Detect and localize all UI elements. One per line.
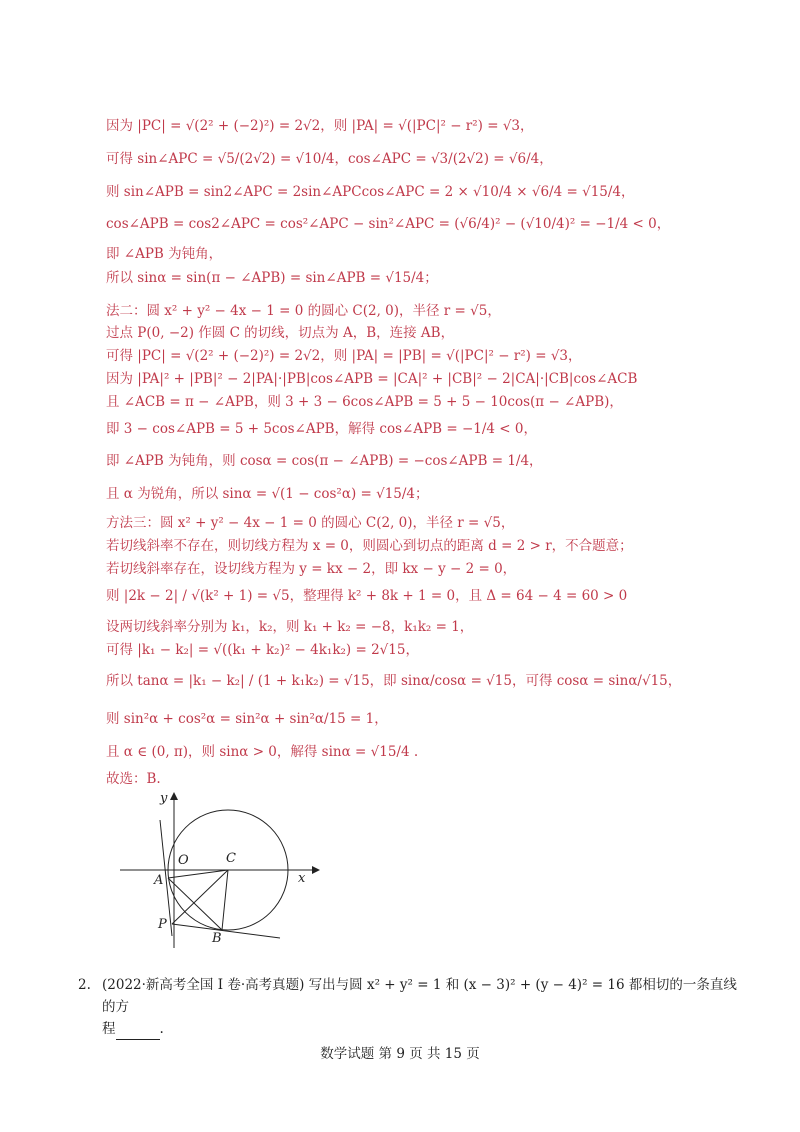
question-number: 2. (78, 977, 91, 993)
label-p: P (158, 917, 167, 932)
geometry-figure (112, 790, 322, 954)
segment-pc (172, 870, 228, 924)
segment-ac (168, 870, 228, 878)
solution-line: 过点 P(0, −2) 作圆 C 的切线，切点为 A，B，连接 AB， (106, 325, 455, 341)
solution-line: 法二：圆 x² + y² − 4x − 1 = 0 的圆心 C(2, 0)，半径 r = √5， (106, 303, 501, 319)
solution-line: 则 sin∠APB = sin2∠APC = 2sin∠APCcos∠APC = 2 × √10/4 × √6/4 = √15/4， (106, 184, 635, 200)
question-text-cont (102, 1018, 738, 1040)
solution-line: 即 3 − cos∠APB = 5 + 5cos∠APB，解得 cos∠APB = −1/4 < 0， (106, 421, 537, 437)
solution-line: 可得 |PC| = √(2² + (−2)²) = 2√2，则 |PA| = |PB| = √(|PC|² − r²) = √3， (106, 348, 582, 364)
label-y: y (160, 791, 168, 806)
solution-line: 因为 |PA|² + |PB|² − 2|PA|·|PB|cos∠APB = |CA|² + |CB|² − 2|CA|·|CB|cos∠ACB (106, 371, 638, 387)
solution-line: 且 α 为锐角，所以 sinα = √(1 − cos²α) = √15/4； (106, 486, 429, 502)
solution-line: 则 |2k − 2| / √(k² + 1) = √5，整理得 k² + 8k + 1 = 0，且 Δ = 64 − 4 = 60 > 0 (106, 588, 628, 604)
label-o: O (178, 853, 189, 868)
solution-line: 则 sin²α + cos²α = sin²α + sin²α/15 = 1， (106, 711, 388, 727)
tangent-line-pb (172, 924, 280, 938)
segment-cb (222, 870, 228, 930)
question-text: (2022·新高考全国 I 卷·高考真题) 写出与圆 x² + y² = 1 和 (x − 3)² + (y − 4)² = 16 都相切的一条直线的方 (102, 977, 737, 1015)
solution-line: 设两切线斜率分别为 k₁，k₂，则 k₁ + k₂ = −8，k₁k₂ = 1， (106, 619, 474, 635)
solution-line: 方法三：圆 x² + y² − 4x − 1 = 0 的圆心 C(2, 0)，半径 r = √5， (106, 515, 515, 531)
x-axis-arrow (312, 866, 320, 874)
solution-line: 因为 |PC| = √(2² + (−2)²) = 2√2，则 |PA| = √(|PC|² − r²) = √3， (106, 118, 534, 134)
solution-line: cos∠APB = cos2∠APC = cos²∠APC − sin²∠APC = (√6/4)² − (√10/4)² = −1/4 < 0， (106, 216, 671, 232)
solution-line: 即 ∠APB 为钝角， (106, 246, 223, 262)
solution-line: 若切线斜率存在，设切线方程为 y = kx − 2，即 kx − y − 2 = 0， (106, 561, 517, 577)
label-b: B (212, 931, 222, 946)
solution-line: 可得 |k₁ − k₂| = √((k₁ + k₂)² − 4k₁k₂) = 2√15， (106, 642, 419, 658)
question-2 (78, 974, 738, 1040)
solution-line: 所以 sinα = sin(π − ∠APB) = sin∠APB = √15/4； (106, 270, 438, 286)
segment-ab (168, 878, 222, 930)
question-text-tail: 程 (102, 1021, 116, 1037)
solution-line: 所以 tanα = |k₁ − k₂| / (1 + k₁k₂) = √15，即 sinα/cosα = √15，可得 cosα = sinα/√15， (106, 673, 682, 689)
label-x: x (298, 871, 306, 886)
solution-line: 可得 sin∠APC = √5/(2√2) = √10/4，cos∠APC = √3/(2√2) = √6/4， (106, 151, 553, 167)
circle-tangent-diagram (112, 790, 322, 950)
solution-line: 故选：B. (106, 771, 161, 787)
answer-blank[interactable] (116, 1025, 160, 1040)
question-end: . (159, 1021, 164, 1037)
solution-line: 且 ∠ACB = π − ∠APB，则 3 + 3 − 6cos∠APB = 5 + 5 − 10cos(π − ∠APB)， (106, 394, 623, 410)
label-c: C (226, 851, 236, 866)
solution-line: 若切线斜率不存在，则切线方程为 x = 0，则圆心到切点的距离 d = 2 > r，不合题意； (106, 538, 633, 554)
solution-line: 且 α ∈ (0, π)，则 sinα > 0，解得 sinα = √15/4 . (106, 744, 419, 760)
y-axis-arrow (170, 792, 178, 800)
page-footer: 数学试题 第 9 页 共 15 页 (320, 1046, 480, 1062)
label-a: A (154, 873, 164, 888)
solution-line: 即 ∠APB 为钝角，则 cosα = cos(π − ∠APB) = −cos∠APB = 1/4， (106, 453, 543, 469)
